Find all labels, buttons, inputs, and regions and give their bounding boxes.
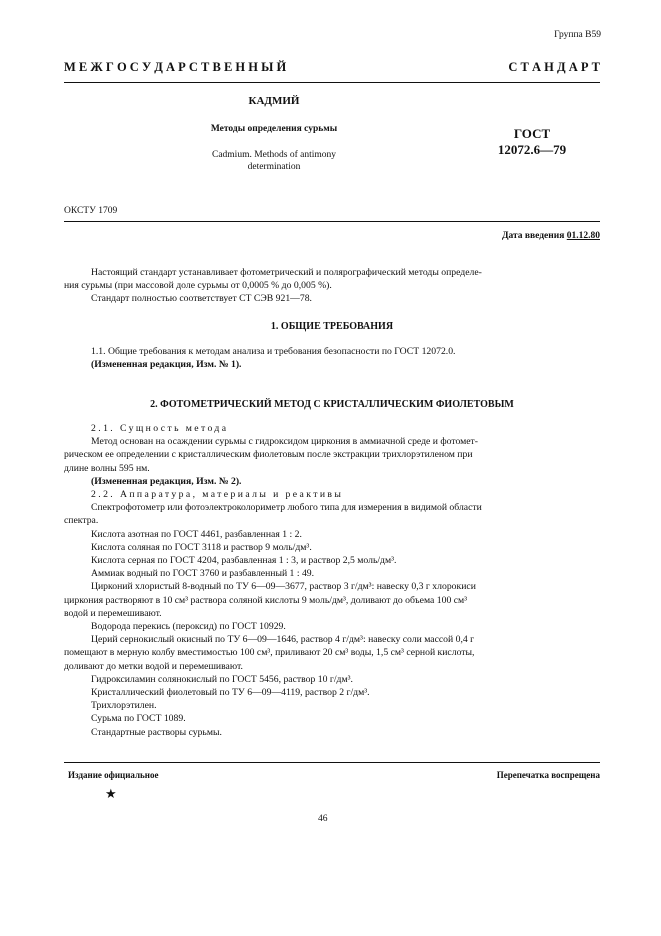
reagent-crystal-violet: Кристаллический фиолетовый по ТУ 6—09—4119, раствор 2 г/дм³. (91, 687, 370, 699)
reagent-hydrogen-peroxide: Водорода перекись (пероксид) по ГОСТ 10929. (91, 621, 286, 633)
effective-date (502, 231, 600, 241)
reagent-antimony: Сурьма по ГОСТ 1089. (91, 713, 186, 725)
banner-word-interstate: М Е Ж Г О С У Д А Р С Т В Е Н Н Ы Й (64, 60, 287, 74)
method-line2: рическом ее определении с кристаллическим фиолетовым после экстракции трихлорэтиленом при (64, 449, 473, 461)
intro-line3: Стандарт полностью соответствует СТ СЭВ 921—78. (91, 293, 312, 305)
english-title (150, 149, 398, 174)
reagent-trichloroethylene: Трихлорэтилен. (91, 700, 157, 712)
reagent-zirconium-line2: циркония растворяют в 10 см³ раствора соляной кислоты 9 моль/дм³, доливают до объема 100 см³ (64, 594, 468, 606)
section1-paragraph: 1.1. Общие требования к методам анализа и требования безопасности по ГОСТ 12072.0. (91, 346, 456, 357)
reagent-sulfuric-acid: Кислота серная по ГОСТ 4204, разбавленная 1 : 3, и раствор 2,5 моль/дм³. (91, 555, 397, 567)
method-line1: Метод основан на осаждении сурьмы с гидроксидом циркония в аммиачной среде и фотомет- (91, 436, 478, 448)
apparatus-line2: спектра. (64, 515, 99, 527)
intro-paragraph (64, 266, 600, 306)
section2-heading: 2. ФОТОМЕТРИЧЕСКИЙ МЕТОД С КРИСТАЛЛИЧЕСКИМ ФИОЛЕТОВЫМ (150, 399, 514, 410)
reagent-ammonia: Аммиак водный по ГОСТ 3760 и разбавленный 1 : 49. (91, 568, 315, 580)
reagent-zirconium-line3: водой и перемешивают. (64, 607, 162, 619)
banner-word-standard: С Т А Н Д А Р Т (508, 60, 600, 74)
reprint-prohibited-label: Перепечатка воспрещена (496, 770, 600, 780)
gost-label: ГОСТ (513, 126, 551, 141)
document-title: КАДМИЙ (248, 95, 300, 107)
reagent-cerium-line2: помещают в мерную колбу вместимостью 100 см³, приливают 20 см³ воды, 1,5 см³ серной кислоты, (64, 647, 475, 659)
subsection-2-2-title: 2.2. Аппаратура, материалы и реактивы (91, 489, 344, 501)
section1-heading: 1. ОБЩИЕ ТРЕБОВАНИЯ (270, 321, 394, 332)
reagent-cerium-line1: Церий сернокислый окисный по ТУ 6—09—1646, раствор 4 г/дм³: навеску соли массой 0,4 г (91, 634, 475, 646)
subsection-2-1-title: 2.1. Сущность метода (91, 423, 229, 434)
english-title-line2: determination (247, 162, 301, 173)
reagent-zirconium-line1: Цирконий хлористый 8-водный по ТУ 6—09—3677, раствор 3 г/дм³: навеску 0,3 г хлорокиси (91, 581, 476, 593)
document-subtitle: Методы определения сурьмы (210, 124, 338, 134)
reagent-hydrochloric-acid: Кислота соляная по ГОСТ 3118 и раствор 9 моль/дм³. (91, 541, 312, 553)
reagent-standard-solutions: Стандартные растворы сурьмы. (91, 726, 222, 738)
section1-edit-note: (Измененная редакция, Изм. № 1). (91, 359, 242, 371)
standard-banner (64, 60, 600, 75)
effective-date-label: Дата введения (501, 231, 565, 241)
reagent-cerium-line3: доливают до метки водой и перемешивают. (64, 660, 243, 672)
english-title-line1: Cadmium. Methods of antimony (211, 150, 337, 160)
okstu-code: ОКСТУ 1709 (64, 206, 118, 216)
gost-code: 12072.6—79 (497, 142, 567, 158)
effective-date-value: 01.12.80 (566, 231, 600, 241)
top-rule (64, 82, 600, 83)
reagent-hydroxylamine: Гидроксиламин солянокислый по ГОСТ 5456, раствор 10 г/дм³. (91, 673, 353, 685)
intro-line2: ния сурьмы (при массовой доле сурьмы от 0,0005 % до 0,005 %). (64, 280, 332, 292)
official-edition-label: Издание официальное (68, 770, 159, 780)
section2-body (64, 422, 600, 739)
apparatus-line1: Спектрофотометр или фотоэлектроколориметр любого типа для измерения в видимой области (91, 502, 482, 514)
section1-body (91, 345, 600, 371)
star-icon: ★ (105, 786, 117, 801)
section2-edit-note: (Измененная редакция, Изм. № 2). (91, 475, 242, 487)
reagent-nitric-acid: Кислота азотная по ГОСТ 4461, разбавленная 1 : 2. (91, 528, 302, 540)
method-line3: длине волны 595 нм. (64, 462, 150, 474)
footer-rule (64, 762, 600, 763)
intro-line1: Настоящий стандарт устанавливает фотометрический и полярографический методы определе- (91, 267, 482, 278)
gost-number (482, 126, 582, 159)
okstu-rule (64, 221, 600, 222)
page-number: 46 (318, 814, 328, 824)
group-code: Группа В59 (554, 30, 601, 40)
